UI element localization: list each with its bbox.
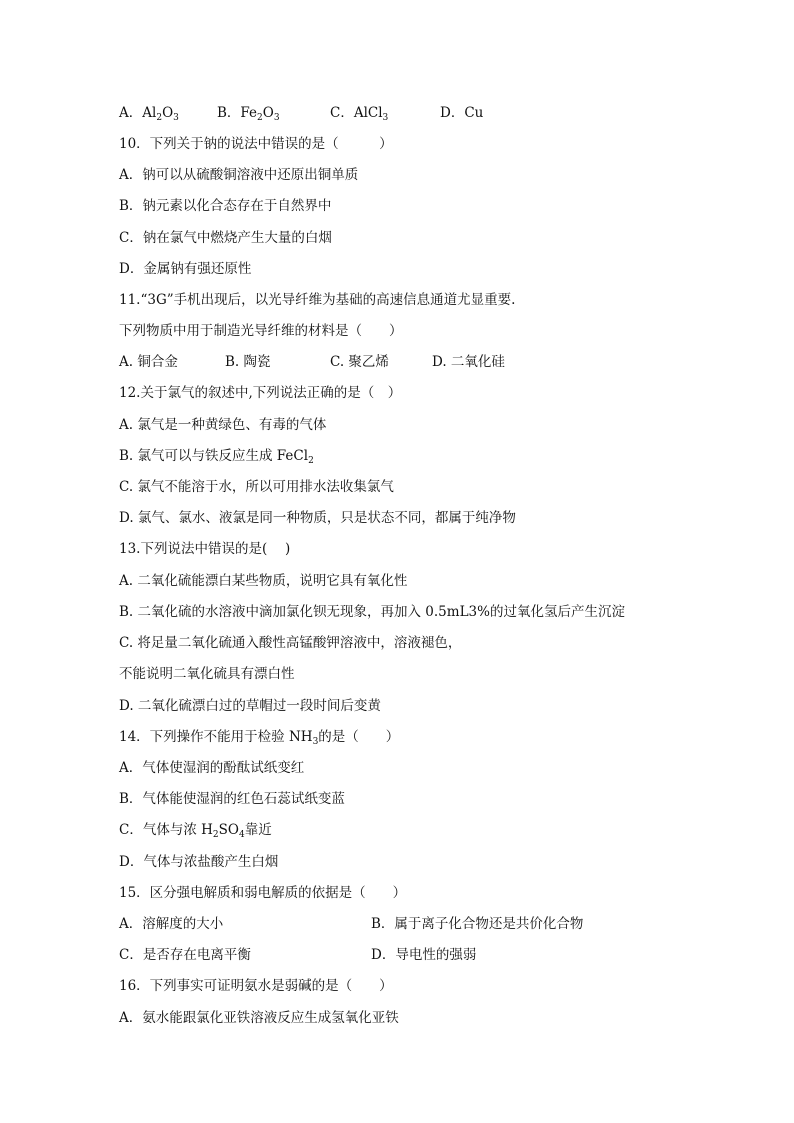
q13-option-c-line2: 不能说明二氧化硫具有漂白性 — [119, 666, 295, 682]
q10-option-c: C．钠在氯气中燃烧产生大量的白烟 — [119, 230, 332, 246]
q15-option-a: A．溶解度的大小 — [119, 916, 224, 932]
q15-option-c: C．是否存在电离平衡 — [119, 947, 251, 963]
q12-option-d: D. 氯气、氯水、液氯是同一种物质，只是状态不同，都属于纯净物 — [119, 510, 516, 526]
q9-option-c: C．AlCl$_3$ — [330, 105, 389, 123]
q11-stem-line1: 11.“3G”手机出现后，以光导纤维为基础的高速信息通道尤显重要. — [119, 292, 516, 308]
q15-option-b: B．属于离子化合物还是共价化合物 — [371, 916, 584, 932]
q9-option-d: D．Cu — [440, 105, 484, 121]
q10-option-d: D．金属钠有强还原性 — [119, 261, 252, 277]
q9-option-b: B．$Fe_2O_3$ — [217, 105, 280, 123]
q12-stem: 12.关于氯气的叙述中,下列说法正确的是（ ） — [119, 385, 402, 401]
q11-option-b: B. 陶瓷 — [225, 354, 271, 370]
q14-option-a: A．气体使湿润的酚酞试纸变红 — [119, 760, 305, 776]
q10-stem: 10．下列关于钠的说法中错误的是（ ） — [119, 136, 393, 152]
q15-option-d: D．导电性的强弱 — [371, 947, 477, 963]
q14-option-c: C．气体与浓 $H_2SO_4$靠近 — [119, 822, 272, 840]
q16-option-a: A．氨水能跟氯化亚铁溶液反应生成氢氧化亚铁 — [119, 1010, 399, 1026]
q13-stem: 13.下列说法中错误的是( ) — [119, 541, 291, 557]
q16-stem: 16．下列事实可证明氨水是弱碱的是（ ） — [119, 978, 393, 994]
q11-stem-line2: 下列物质中用于制造光导纤维的材料是（ ） — [119, 323, 403, 339]
q13-option-a: A. 二氧化硫能漂白某些物质，说明它具有氧化性 — [119, 573, 408, 589]
q13-option-c-line1: C. 将足量二氧化硫通入酸性高锰酸钾溶液中，溶液褪色， — [119, 635, 462, 651]
q12-option-b: B. 氯气可以与铁反应生成 FeCl$_2$ — [119, 448, 314, 466]
q11-option-d: D. 二氧化硅 — [432, 354, 505, 370]
q11-option-a: A. 铜合金 — [119, 354, 178, 370]
q13-option-d: D. 二氧化硫漂白过的草帽过一段时间后变黄 — [119, 698, 381, 714]
q10-option-a: A．钠可以从硫酸铜溶液中还原出铜单质 — [119, 167, 359, 183]
q14-option-b: B．气体能使湿润的红色石蕊试纸变蓝 — [119, 791, 345, 807]
q15-stem: 15．区分强电解质和弱电解质的依据是（ ） — [119, 885, 407, 901]
q12-option-a: A. 氯气是一种黄绿色、有毒的气体 — [119, 417, 327, 433]
q14-option-d: D．气体与浓盐酸产生白烟 — [119, 854, 279, 870]
q9-option-a: A．$Al_2O_3$ — [119, 105, 179, 123]
q13-option-b: B. 二氧化硫的水溶液中滴加氯化钡无现象，再加入 0.5mL3%的过氧化氢后产生沉淀 — [119, 604, 625, 620]
q11-option-c: C. 聚乙烯 — [330, 354, 389, 370]
q10-option-b: B．钠元素以化合态存在于自然界中 — [119, 198, 332, 214]
q12-option-c: C. 氯气不能溶于水，所以可用排水法收集氯气 — [119, 479, 394, 495]
q14-stem: 14．下列操作不能用于检验 $NH_3$的是（ ） — [119, 729, 400, 747]
